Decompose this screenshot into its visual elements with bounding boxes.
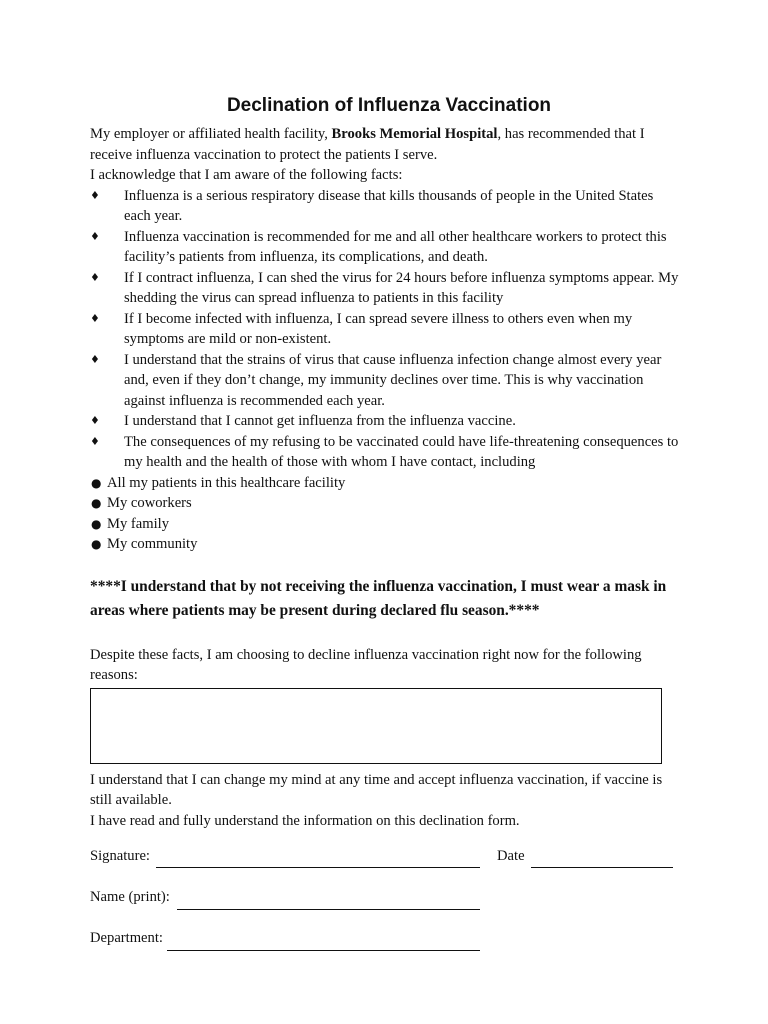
- fact-item: ♦ I understand that the strains of virus that cause influenza infection change almost every year and, even if they don’t change, my immunity declines over time. This is why vaccination against influenza is recommended each year.: [90, 351, 662, 409]
- fact-item: ♦ The consequences of my refusing to be vaccinated could have life-threatening consequences to my health and the health of those with whom I have contact, including: [90, 433, 679, 470]
- decline-reasons-box[interactable]: [90, 688, 662, 764]
- fact-item: ♦ Influenza is a serious respiratory disease that kills thousands of people in the United States each year.: [90, 187, 654, 224]
- fact-item: ♦ If I contract influenza, I can shed the virus for 24 hours before influenza symptoms appear. My shedding the virus can spread influenza to patients in this facility: [90, 269, 679, 306]
- read-understand-text: I have read and fully understand the information on this declination form.: [90, 812, 520, 829]
- diamond-bullet-icon: ♦: [90, 311, 100, 325]
- diamond-bullet-icon: ♦: [90, 270, 100, 284]
- dot-bullet-icon: ●: [91, 475, 102, 490]
- date-label: Date: [497, 848, 525, 864]
- dot-bullet-icon: ●: [91, 516, 102, 531]
- diamond-bullet-icon: ♦: [90, 352, 100, 366]
- page-title: Declination of Influenza Vaccination: [226, 95, 552, 116]
- signature-label: Signature:: [90, 848, 150, 864]
- contacts-list: [90, 473, 680, 555]
- contact-item: ● My family: [90, 514, 680, 535]
- decline-reasons-prompt: Despite these facts, I am choosing to decline influenza vaccination right now for the following reasons:: [90, 646, 642, 683]
- fact-item: ♦ I understand that I cannot get influenza from the influenza vaccine.: [90, 411, 680, 432]
- diamond-bullet-icon: ♦: [90, 229, 100, 243]
- signature-line[interactable]: [156, 867, 480, 868]
- acknowledge-text: I acknowledge that I am aware of the following facts:: [90, 167, 403, 183]
- intro-paragraph: [90, 124, 680, 165]
- contact-item: ● My coworkers: [90, 493, 680, 514]
- declination-form: [90, 94, 680, 831]
- name-line[interactable]: [177, 909, 480, 910]
- change-mind-text: I understand that I can change my mind at any time and accept influenza vaccination, if vaccine is still available.: [90, 771, 663, 808]
- name-label: Name (print):: [90, 889, 170, 905]
- fact-item: ♦ If I become infected with influenza, I can spread severe illness to others even when my symptoms are mild or non-existent.: [90, 310, 633, 347]
- mask-notice: ****I understand that by not receiving the influenza vaccination, I must wear a mask in areas where patients may be present during declared flu season.****: [90, 577, 667, 619]
- dot-bullet-icon: ●: [91, 496, 102, 510]
- contact-item: ● All my patients in this healthcare facility: [90, 473, 680, 494]
- department-label: Department:: [90, 930, 163, 946]
- intro-text-start: My employer or affiliated health facility,: [90, 126, 332, 142]
- fact-item: ♦ Influenza vaccination is recommended for me and all other healthcare workers to protect this facility’s patients from influenza, its complications, and death.: [90, 228, 667, 265]
- contact-item: ● My community: [90, 534, 680, 555]
- diamond-bullet-icon: ♦: [90, 414, 100, 427]
- facts-list: [90, 186, 680, 473]
- facility-name: Brooks Memorial Hospital: [331, 126, 498, 142]
- intro-text-end: , has recommended that I receive influenza vaccination to protect the patients I serve.: [90, 126, 645, 163]
- date-line[interactable]: [531, 867, 673, 868]
- department-line[interactable]: [167, 950, 480, 951]
- dot-bullet-icon: ●: [91, 537, 102, 551]
- diamond-bullet-icon: ♦: [90, 434, 100, 448]
- diamond-bullet-icon: ♦: [90, 188, 100, 202]
